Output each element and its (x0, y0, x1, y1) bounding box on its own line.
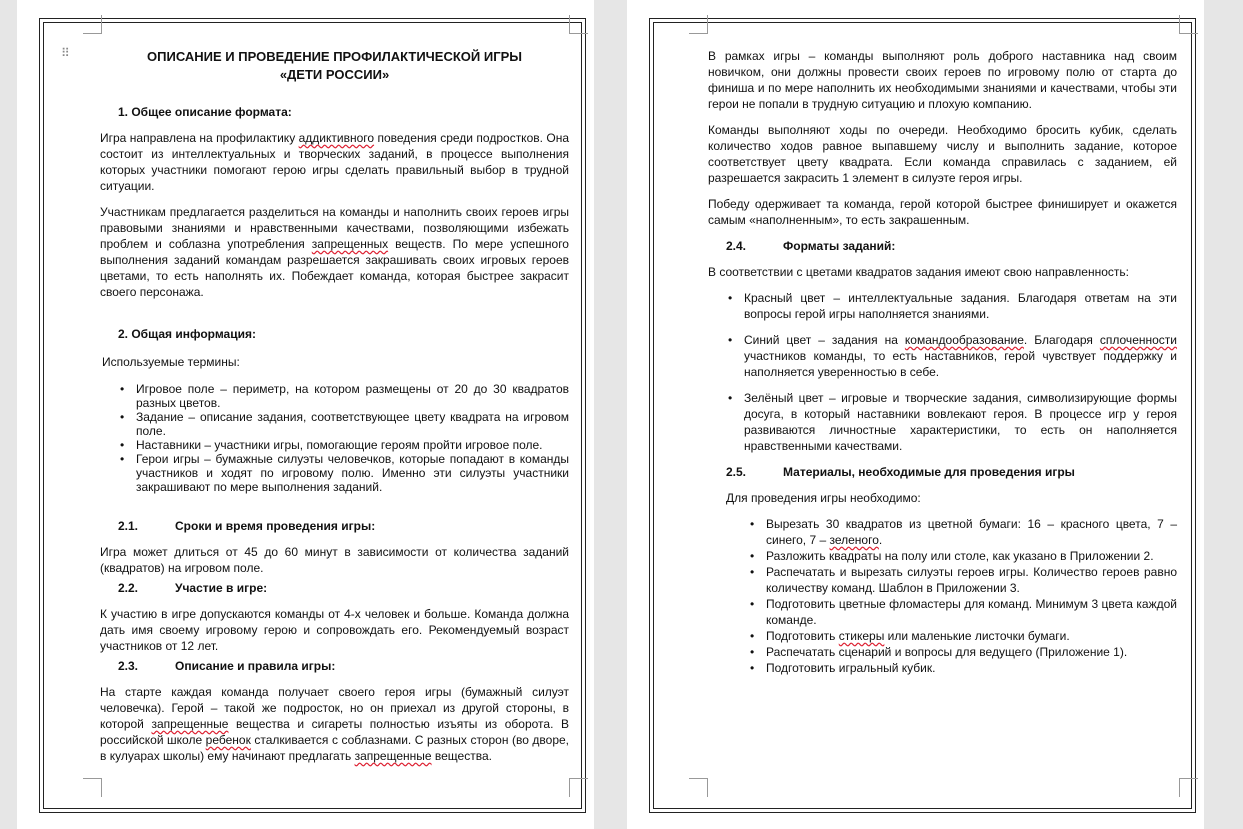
list-item: • Наставники – участники игры, помогающие героям пройти игровое поле. (136, 438, 569, 452)
page-2-body[interactable] (708, 48, 1177, 676)
paragraph: Команды выполняют ходы по очереди. Необходимо бросить кубик, сделать количество ходов равное выпавшему числу и выполнить задание, которое соответствует цвету квадрата. Если команда справилась с заданием, ей разрешается закрасить 1 элемент в силуэте героя игры. (708, 123, 1177, 185)
task-formats-list (708, 290, 1177, 454)
paragraph: В рамках игры – команды выполняют роль доброго наставника над своим новичком, они должны провести своих героев по игровому полю от старта до финиша и по мере наполнить их необходимыми знаниями и качествами, чтобы эти герои не попали в трудную ситуацию и плохую компанию. (708, 49, 1177, 111)
document-page-2 (627, 0, 1204, 829)
crop-mark (1179, 15, 1198, 34)
list-item: • Подготовить цветные фломастеры для команд. Минимум 3 цвета каждой команде. (766, 596, 1177, 628)
section-heading: 2. Общая информация: (118, 327, 256, 341)
list-item: • Вырезать 30 квадратов из цветной бумаги: 16 – красного цвета, 7 – синего, 7 – зеленого. (766, 516, 1177, 548)
list-item: • Разложить квадраты на полу или столе, как указано в Приложении 2. (766, 548, 1177, 564)
paragraph: К участию в игре допускаются команды от 4-х человек и больше. Команда должна дать имя своему игровому герою и сопровождать его. Рекомендуемый возраст участников от 12 лет. (100, 607, 569, 653)
section-heading: 1. Общее описание формата: (118, 105, 292, 119)
subsection-heading: 2.5. Материалы, необходимые для проведения игры (726, 465, 1075, 479)
materials-list (708, 516, 1177, 676)
paragraph: Участникам предлагается разделиться на команды и наполнить своих героев игры правовыми знаниями и нравственными качествами, позволяющими избежать проблем и соблазна употребления запрещенных веществ. По мере успешного выполнения заданий командам разрешается закрашивать своих игровых героев цветами, то есть наполнять их. Побеждает команда, которая быстрее закрасит своего персонажа. (100, 205, 569, 299)
document-title: ОПИСАНИЕ И ПРОВЕДЕНИЕ ПРОФИЛАКТИЧЕСКОЙ ИГРЫ «ДЕТИ РОССИИ» (147, 49, 522, 82)
paragraph: На старте каждая команда получает своего героя игры (бумажный силуэт человечка). Герой – такой же подросток, но он приехал из другой стороны, в которой запрещенные вещества и сигареты полностью изъяты из оборота. В российской школе ребенок сталкивается с соблазнами. С разных сторон (во дворе, в кулуарах школы) ему начинают предлагать запрещенные вещества. (100, 685, 570, 763)
terms-label: Используемые термины: (102, 355, 240, 369)
terms-list (100, 382, 569, 494)
list-item: • Синий цвет – задания на командообразование. Благодаря сплоченности участников команды, то есть наставников, герой чувствует поддержку и наполняется уверенностью в себе. (744, 332, 1177, 380)
crop-mark (689, 15, 708, 34)
paragraph: Игра направлена на профилактику аддиктивного поведения среди подростков. Она состоит из интеллектуальных и творческих заданий, в процессе выполнения которых участники помогают герою игры сделать правильный выбор в трудной ситуации. (100, 131, 570, 193)
subsection-heading: 2.1. Сроки и время проведения игры: (118, 519, 376, 533)
list-item: • Зелёный цвет – игровые и творческие задания, символизирующие формы досуга, в который наставники вовлекают героя. В процессе игр у героя развиваются личностные характеристики, то есть он наполняется нравственными качествами. (744, 390, 1177, 454)
list-item: • Герои игры – бумажные силуэты человечков, которые попадают в команды участников и ходят по игровому полю. Именно эти силуэты участники закрашивают по мере выполнения заданий. (136, 452, 569, 494)
list-item: • Распечатать и вырезать силуэты героев игры. Количество героев равно количеству команд. Шаблон в Приложении 3. (766, 564, 1177, 596)
document-page-1 (17, 0, 594, 829)
list-item: • Красный цвет – интеллектуальные задания. Благодаря ответам на эти вопросы герой игры наполняется знаниями. (744, 290, 1177, 322)
paragraph: В соответствии с цветами квадратов задания имеют свою направленность: (708, 265, 1129, 279)
paragraph: Победу одерживает та команда, герой которой быстрее финиширует и окажется самым «наполненным», то есть закрашенным. (708, 197, 1177, 227)
table-move-handle-icon[interactable]: ⠿ (61, 46, 71, 60)
paragraph: Игра может длиться от 45 до 60 минут в зависимости от количества заданий (квадратов) на игровом поле. (100, 545, 569, 575)
crop-mark (83, 15, 102, 34)
crop-mark (83, 778, 102, 797)
list-item: • Игровое поле – периметр, на котором размещены от 20 до 30 квадратов разных цветов. (136, 382, 569, 410)
page-1-body[interactable] (100, 48, 569, 764)
list-item: • Подготовить игральный кубик. (766, 660, 1177, 676)
subsection-heading: 2.2. Участие в игре: (118, 581, 268, 595)
crop-mark (1179, 778, 1198, 797)
list-item: • Задание – описание задания, соответствующее цвету квадрата на игровом поле. (136, 410, 569, 438)
paragraph: Для проведения игры необходимо: (726, 491, 921, 505)
list-item: • Подготовить стикеры или маленькие листочки бумаги. (766, 628, 1177, 644)
subsection-heading: 2.3. Описание и правила игры: (118, 659, 336, 673)
crop-mark (689, 778, 708, 797)
list-item: • Распечатать сценарий и вопросы для ведущего (Приложение 1). (766, 644, 1177, 660)
crop-mark (569, 15, 588, 34)
crop-mark (569, 778, 588, 797)
subsection-heading: 2.4. Форматы заданий: (726, 239, 896, 253)
